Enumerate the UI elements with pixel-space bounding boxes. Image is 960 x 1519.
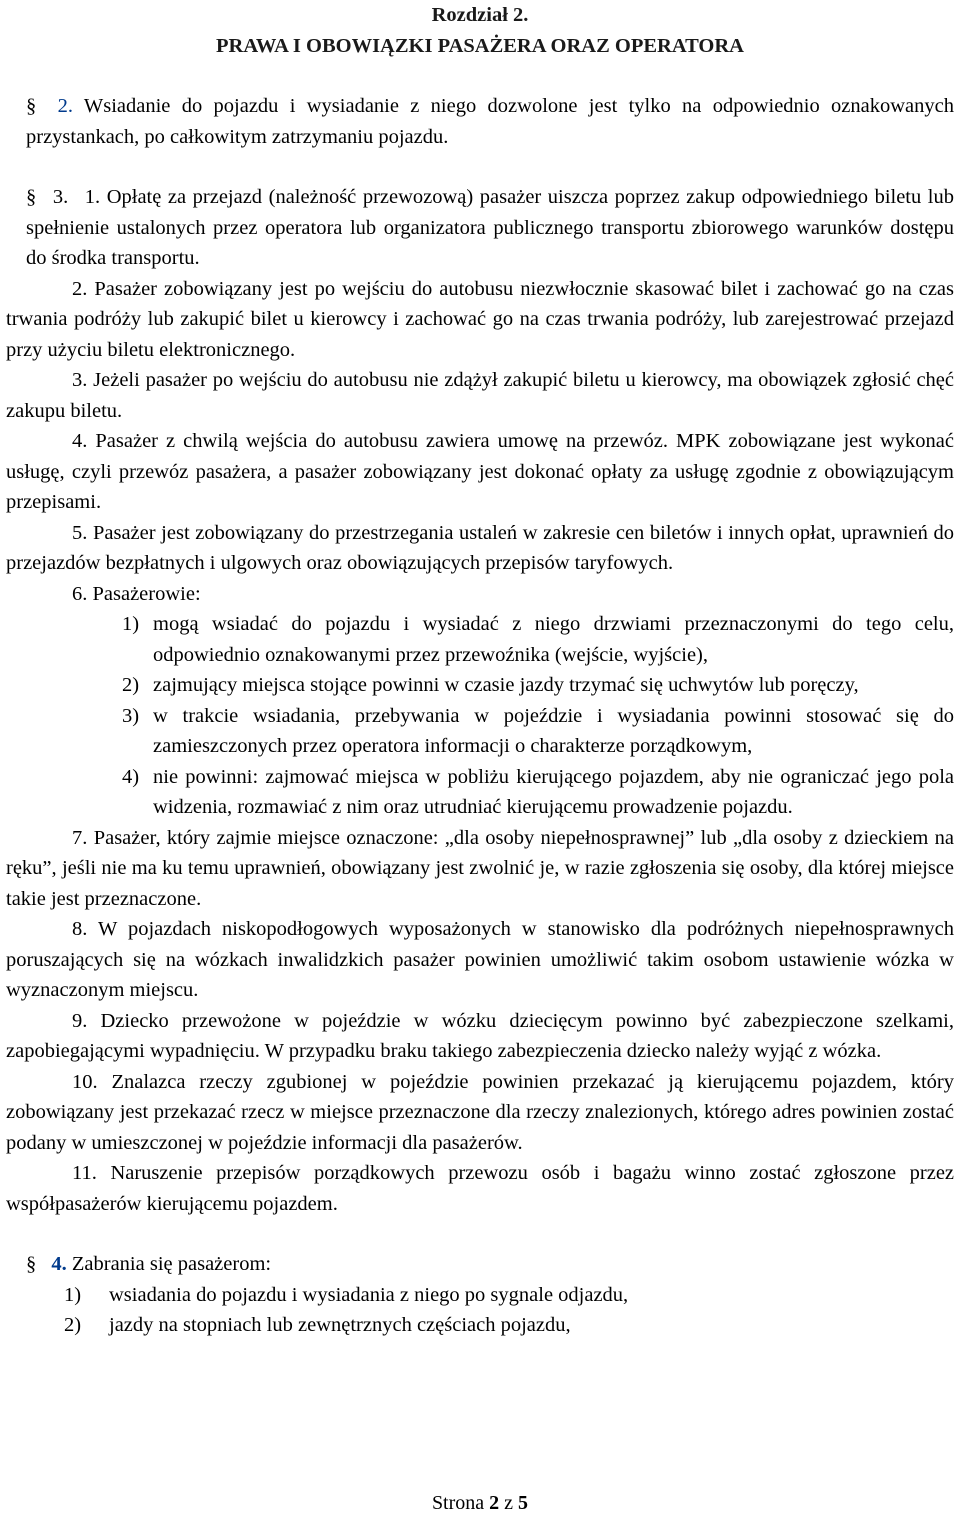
section-3-item-5: [6, 518, 954, 579]
item-text: Naruszenie przepisów porządkowych przewozu osób i bagażu winno zostać zgłoszone przez współpasażerów kierującemu pojazdem.: [6, 1162, 955, 1215]
list-item: [6, 1310, 954, 1341]
passenger-rights-list: [6, 609, 954, 823]
item-number: 4.: [72, 430, 88, 452]
list-item-text: wsiadania do pojazdu i wysiadania z niego po sygnale odjazdu,: [109, 1283, 629, 1306]
section-3-item-8: [6, 914, 954, 1006]
list-item: [6, 701, 954, 762]
list-item-number: 3): [122, 704, 140, 727]
item-text: Pasażer zobowiązany jest po wejściu do autobusu niezwłocznie skasować bilet i zachować go na czas trwania podróży lub zakupić bilet u kierowcy i zachować go na czas trwania podróży, lub zarejestrować przejazd przy użyciu biletu elektronicznego.: [6, 277, 955, 361]
section-3-item-10: [6, 1067, 954, 1159]
item-text: Opłatę za przejazd (należność przewozową) pasażer uiszcza poprzez zakup odpowiedniego biletu lub spełnienie ustalonych przez operatora lub organizatora publicznego transportu zbiorowego warunków dostępu do środka transportu.: [26, 186, 955, 269]
section-3-item-2: [6, 274, 954, 366]
section-3-item-4: [6, 426, 954, 518]
prohibitions-list: [6, 1280, 954, 1341]
section-number: 4.: [51, 1253, 67, 1275]
item-number: 11.: [72, 1162, 97, 1184]
item-text: Pasażer z chwilą wejścia do autobusu zawiera umowę na przewóz. MPK zobowiązane jest wykonać usługę, czyli przewóz pasażera, a pasażer zobowiązany jest dokonać opłaty za usługę zgodnie z obowiązującym przepisami.: [6, 430, 954, 513]
list-item: [6, 762, 954, 823]
item-text: Dziecko przewożone w pojeździe w wózku dziecięcym powinno być zabezpieczone szelkami, zapobiegającymi wypadnięciu. W przypadku braku takiego zabezpieczenia dziecko należy wyjąć z wózka.: [6, 1009, 954, 1062]
list-item: [6, 609, 954, 670]
chapter-heading: Rozdział 2.: [431, 4, 529, 26]
section-number: 3.: [52, 186, 69, 208]
section-3-item-9: [6, 1006, 954, 1067]
list-item-number: 1): [64, 1283, 82, 1306]
footer-total-pages: 5: [518, 1492, 529, 1514]
list-item-number: 1): [122, 613, 140, 635]
section-3-item-1: [6, 182, 954, 274]
footer-mid: z: [504, 1492, 514, 1514]
section-sign: §: [26, 95, 37, 117]
list-item-text: nie powinni: zajmować miejsca w pobliżu kierującego pojazdem, aby nie ograniczać jego pola widzenia, rozmawiać z nim oraz utrudniać kierującemu prowadzenie pojazdu.: [153, 765, 954, 818]
document-page: [6, 0, 954, 1341]
section-4-lead: Zabrania się pasażerom:: [71, 1253, 272, 1275]
section-4: [6, 1249, 954, 1280]
list-item: [6, 670, 954, 701]
item-number: 7.: [72, 826, 88, 849]
section-2: [6, 91, 954, 152]
item-number: 9.: [72, 1009, 88, 1032]
footer-current-page: 2: [489, 1492, 500, 1514]
list-item-text: zajmujący miejsca stojące powinni w czasie jazdy trzymać się uchwytów lub poręczy,: [153, 674, 859, 696]
item-number: 2.: [72, 277, 88, 300]
section-sign: §: [26, 186, 37, 208]
list-item-number: 4): [122, 765, 140, 788]
section-2-text: Wsiadanie do pojazdu i wysiadanie z niego dozwolone jest tylko na odpowiednio oznakowanych przystankach, po całkowitym zatrzymaniu pojazdu.: [26, 95, 954, 148]
list-item: [6, 1280, 954, 1311]
item-text: Pasażer, który zajmie miejsce oznaczone: „dla osoby niepełnosprawnej” lub „dla osoby z dzieckiem na ręku”, jeśli nie ma ku temu uprawnień, obowiązany jest zwolnić je, w razie zgłoszenia się osoby, dla której miejsce takie jest przeznaczone.: [6, 826, 955, 910]
list-item-text: w trakcie wsiadania, przebywania w pojeździe i wysiadania powinni stosować się do zamieszczonych przez operatora informacji o charakterze porządkowym,: [153, 704, 954, 757]
list-item-number: 2): [122, 674, 140, 696]
page-footer: [0, 1488, 960, 1519]
section-3-item-11: [6, 1158, 954, 1219]
section-sign: §: [26, 1253, 37, 1275]
item-text: Pasażerowie:: [92, 582, 201, 605]
item-text: Pasażer jest zobowiązany do przestrzegania ustaleń w zakresie cen biletów i innych opłat, uprawnień do przejazdów bezpłatnych i ulgowych oraz obowiązujących przepisów taryfowych.: [6, 521, 955, 574]
item-text: W pojazdach niskopodłogowych wyposażonych w stanowisko dla podróżnych niepełnosprawnych poruszających się na wózkach inwalidzkich pasażer powinien umożliwić takim osobom ustawienie wózka w wyznaczonym miejscu.: [6, 918, 954, 1001]
section-3-item-3: [6, 365, 954, 426]
item-number: 8.: [72, 918, 88, 940]
item-text: Jeżeli pasażer po wejściu do autobusu nie zdążył zakupić biletu u kierowcy, ma obowiązek zgłosić chęć zakupu biletu.: [6, 369, 955, 422]
item-number: 5.: [72, 521, 88, 544]
item-text: Znalazca rzeczy zgubionej w pojeździe powinien przekazać ją kierującemu pojazdem, który zobowiązany jest przekazać rzecz w miejsce przeznaczone dla rzeczy znalezionych, którego adres powinien zostać podany w umieszczonej w pojeździe informacji dla pasażerów.: [6, 1070, 954, 1154]
footer-prefix: Strona: [431, 1492, 485, 1514]
section-3-item-6: [6, 579, 954, 610]
section-3-item-7: [6, 823, 954, 915]
list-item-text: jazdy na stopniach lub zewnętrznych częściach pojazdu,: [109, 1314, 571, 1336]
item-number: 1.: [84, 186, 101, 208]
item-number: 10.: [72, 1070, 98, 1093]
list-item-text: mogą wsiadać do pojazdu i wysiadać z niego drzwiami przeznaczonymi do tego celu, odpowiednio oznakowanymi przez przewoźnika (wejście, wyjście),: [153, 613, 954, 666]
item-number: 3.: [72, 369, 88, 391]
section-number: 2.: [57, 95, 73, 117]
chapter-title: PRAWA I OBOWIĄZKI PASAŻERA ORAZ OPERATORA: [216, 34, 744, 57]
item-number: 6.: [72, 582, 88, 605]
list-item-number: 2): [64, 1314, 82, 1336]
